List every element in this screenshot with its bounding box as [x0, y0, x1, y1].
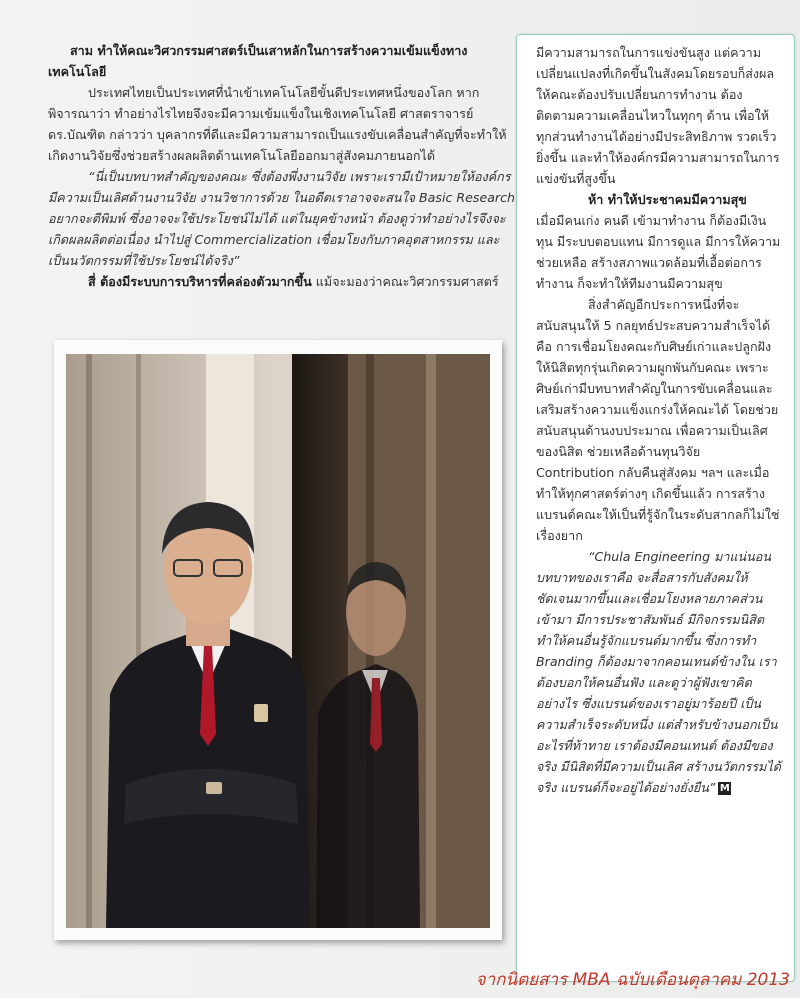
portrait-illustration: [66, 354, 490, 928]
right-column: [536, 42, 782, 798]
paragraph-management: [48, 271, 516, 292]
section-heading-four: สี่ ต้องมีระบบการบริหารที่คล่องตัวมากขึ้น: [88, 274, 312, 289]
section-heading-three: สาม ทำให้คณะวิศวกรรมศาสตร์เป็นเสาหลักในการสร้างความเข้มแข็งทางเทคโนโลยี: [48, 43, 468, 79]
photo-frame: [54, 340, 502, 940]
paragraph-management-text: แม้จะมองว่าคณะวิศวกรรมศาสตร์: [315, 274, 499, 289]
section-heading-five: ห้า ทำให้ประชาคมมีความสุข: [588, 192, 747, 207]
portrait-photo: [66, 354, 490, 928]
magazine-end-mark-icon: M: [719, 783, 730, 794]
paragraph-alumni: สิ่งสำคัญอีกประการหนึ่งที่จะสนับสนุนให้ 5 กลยุทธ์ประสบความสำเร็จได้คือ การเชื่อมโยงคณะกับศิษย์เก่าและปลูกฝังให้นิสิตทุกรุ่นเกิดความผูกพันกับคณะ เพราะศิษย์เก่ามีบทบาทสำคัญในการขับเคลื่อนและเสริมสร้างความแข็งแกร่งให้คณะได้ โดยช่วยสนับสนุนด้านงบประมาณ เพื่อความเป็นเลิศของนิสิต ช่วยเหลือด้านทุนวิจัย Contribution กลับคืนสู่สังคม ฯลฯ และเมื่อทำให้ทุกศาสตร์ต่างๆ เกิดขึ้นแล้ว การสร้างแบรนด์คณะให้เป็นที่รู้จักในระดับสากลก็ไม่ใช่เรื่องยาก: [536, 297, 780, 543]
left-column: [48, 40, 516, 292]
quote-branding: [536, 546, 782, 798]
paragraph-happiness: เมื่อมีคนเก่ง คนดี เข้ามาทำงาน ก็ต้องมีเงินทุน มีระบบตอบแทน มีการดูแล มีการให้ความช่วยเหลือ สร้างสภาพแวดล้อมที่เอื้อต่อการทำงาน ก็จะทำให้ทีมงานมีความสุข: [536, 213, 781, 291]
source-credit: จากนิตยสาร MBA ฉบับเดือนตุลาคม 2013: [475, 970, 790, 990]
quote-research: “นี่เป็นบทบาทสำคัญของคณะ ซึ่งต้องพึ่งงานวิจัย เพราะเรามีเป้าหมายให้องค์กรมีความเป็นเลิศด้านงานวิจัย งานวิชาการด้วย ในอดีตเราอาจจะสนใจ Basic Research อยากจะตีพิมพ์ ซึ่งอาจจะใช้ประโยชน์ไม่ได้ แต่ในยุคข้างหน้า ต้องดูว่าทำอย่างไรจึงจะเกิดผลผลิตต่อเนื่อง นำไปสู่ Commercialization เชื่อมโยงกับภาคอุตสาหกรรม และเป็นนวัตกรรมที่ใช้ประโยชน์ได้จริง”: [48, 169, 515, 268]
quote-branding-text: “Chula Engineering มาแน่นอน บทบาทของเราคือ จะสื่อสารกับสังคมให้ชัดเจนมากขึ้นและเชื่อมโยงหลายภาคส่วนเข้ามา มีการประชาสัมพันธ์ มีกิจกรรมนิสิต ทำให้คนอื่นรู้จักแบรนด์มากขึ้น ซึ่งการทำ Branding ก็ต้องมาจากคอนเทนต์ข้างใน เราต้องบอกให้คนอื่นฟัง และดูว่าผู้ฟังเขาคิดอย่างไร ซึ่งแบรนด์ของเราอยู่มาร้อยปี เป็นความสำเร็จระดับหนึ่ง แต่สำหรับข้างนอกเป็นอะไรที่ท้าทาย เราต้องมีคอนเทนต์ ต้องมีของจริง มีนิสิตที่มีความเป็นเลิศ สร้างนวัตกรรมได้จริง แบรนด์ก็จะอยู่ได้อย่างยั่งยืน”: [536, 549, 781, 795]
paragraph-technology: ประเทศไทยเป็นประเทศที่นำเข้าเทคโนโลยีขั้นดีประเทศหนึ่งของโลก หากพิจารณาว่า ทำอย่างไรไทยจึงจะมีความเข้มแข็งในเชิงเทคโนโลยี ศาสตราจารย์ ดร.บัณฑิต กล่าวว่า บุคลากรที่ดีและมีความสามารถเป็นแรงขับเคลื่อนสำคัญที่จะทำให้เกิดงานวิจัยซึ่งช่วยสร้างผลผลิตด้านเทคโนโลยีออกมาสู่สังคมภายนอกได้: [48, 85, 507, 163]
paragraph-competition: มีความสามารถในการแข่งขันสูง แต่ความเปลี่ยนแปลงที่เกิดขึ้นในสังคมโดยรอบก็ส่งผลให้คณะต้องปรับเปลี่ยนการทำงาน ต้องติดตามความเคลื่อนไหวในทุกๆ ด้าน เพื่อให้ทุกส่วนทำงานได้อย่างมีประสิทธิภาพ รวดเร็วยิ่งขึ้น และทำให้องค์กรมีความสามารถในการแข่งขันที่สูงขึ้น: [536, 45, 780, 186]
